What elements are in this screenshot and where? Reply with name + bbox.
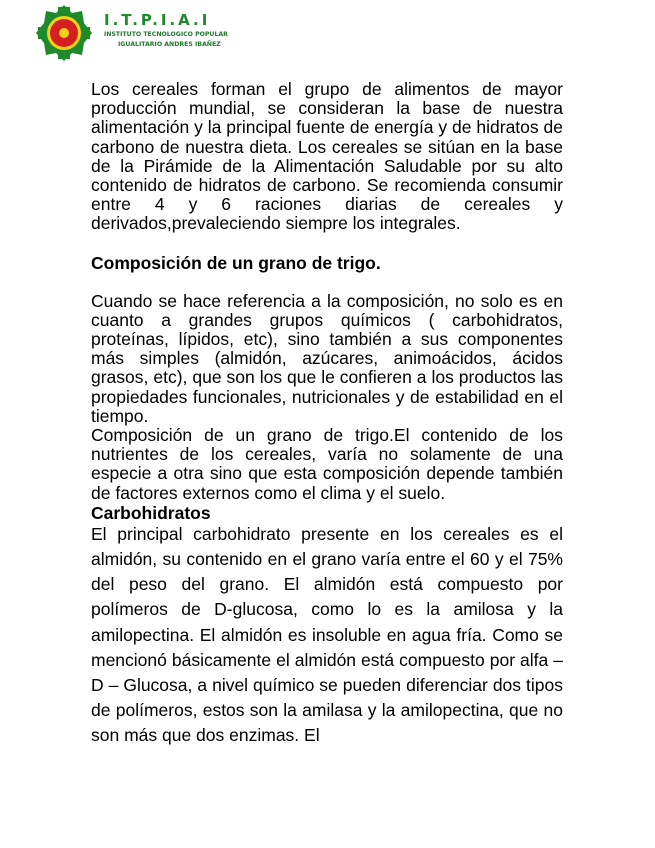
carbohydrates-heading: Carbohidratos [91,502,211,523]
institute-logo [34,3,94,63]
carbohydrates-paragraph: El principal carbohidrato presente en los cereales es el almidón, su contenido en el grano varía entre el 60 y el 75% del peso del grano. El almidón está compuesto por polímeros de D-glucosa, como lo es la amilosa y la amilopectina. El almidón es insoluble en agua fría. Como se mencionó básicamente el almidón está compuesto por alfa – D – Glucosa, a nivel químico se pueden diferenciar dos tipos de polímeros, estos son la amilasa y la amilopectina, que no son más que dos enzimas. El [91,523,563,746]
intro-paragraph: Los cereales forman el grupo de alimentos de mayor producción mundial, se consideran la base de nuestra alimentación y la principal fuente de energía y de hidratos de carbono de nuestra dieta. Los cereales se sitúan en la base de la Pirámide de la Alimentación Saludable por su alto contenido de hidratos de carbono. Se recomienda consumir entre 4 y 6 raciones diarias de cereales y derivados,prevaleciendo siempre los integrales. [91,79,563,234]
document-body [91,80,563,749]
brand-name: I.T.P.I.A.I [104,11,211,29]
composition-paragraph-1: Cuando se hace referencia a la composición, no solo es en cuanto a grandes grupos químicos ( carbohidratos, proteínas, lípidos, etc), sino también a sus componentes más simples (almidón, azúcares, animoácidos, ácidos grasos, etc), que son los que le confieren a los productos las propiedades funcionales, nutricionales y de estabilidad en el tiempo. [91,290,563,426]
institute-brand [104,11,228,49]
page-header [34,3,294,65]
brand-subtitle-line1: INSTITUTO TECNOLOGICO POPULAR [104,31,228,38]
brand-subtitle-line2: IGUALITARIO ANDRES IBAÑEZ [118,41,221,48]
composition-paragraph-2: Composición de un grano de trigo.El contenido de los nutrientes de los cereales, varía no solamente de una especie a otra sino que esta composición depende también de factores externos como el clima y el suelo. [91,425,563,503]
section-heading: Composición de un grano de trigo. [91,252,381,273]
